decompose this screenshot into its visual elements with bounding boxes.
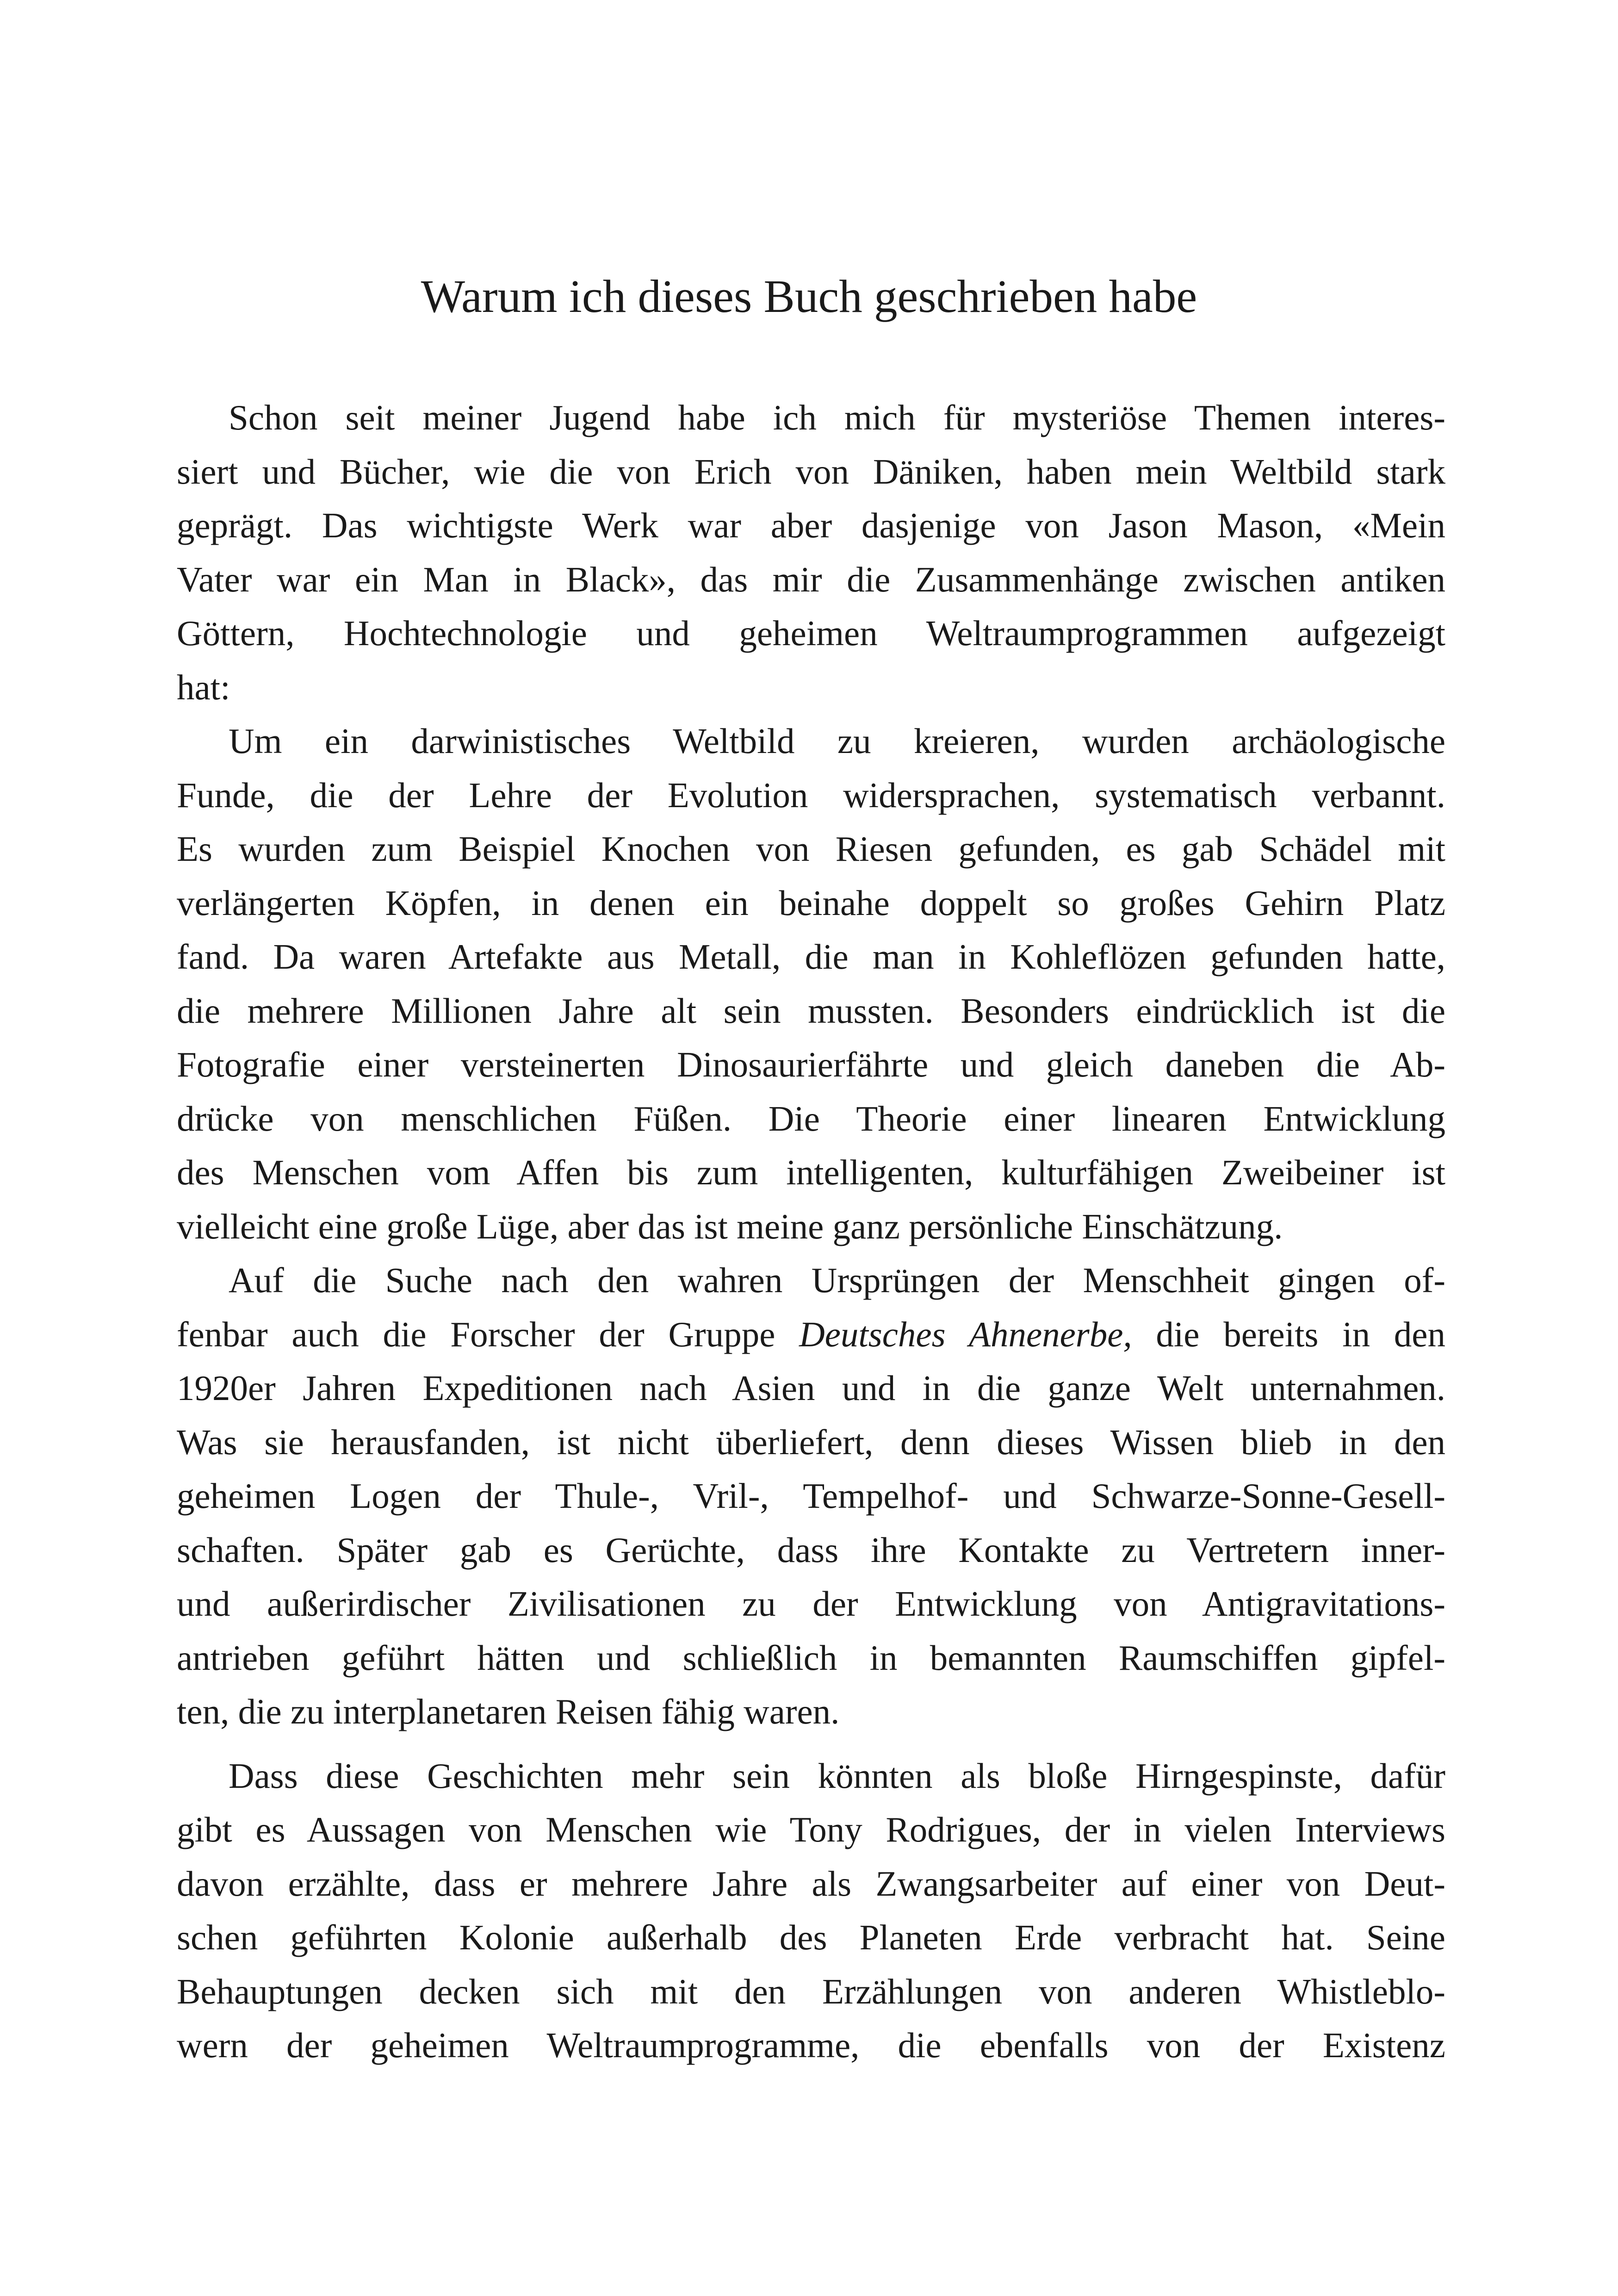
paragraph-3	[177, 1253, 1445, 1739]
italic-group-name: Deutsches Ahnenerbe,	[799, 1314, 1132, 1354]
text-line: ten, die zu interplanetaren Reisen fähig waren.	[177, 1692, 840, 1731]
text-line: schaften. Später gab es Gerüchte, dass ihre Kontakte zu Vertretern inner-	[177, 1530, 1445, 1570]
text-line: die mehrere Millionen Jahre alt sein mussten. Besonders eindrücklich ist die	[177, 990, 1445, 1031]
text-line: Funde, die der Lehre der Evolution widersprachen, systematisch verbannt.	[177, 775, 1445, 815]
text-line: Fotografie einer versteinerten Dinosaurierfährte und gleich daneben die Ab-	[177, 1045, 1445, 1084]
text-line: hat:	[177, 667, 230, 707]
text-line-with-italic	[177, 1307, 1445, 1362]
text-segment: fenbar auch die Forscher der Gruppe	[177, 1314, 800, 1354]
text-line: antrieben geführt hätten und schließlich in bemannten Raumschiffen gipfel-	[177, 1637, 1445, 1678]
text-line: wern der geheimen Weltraumprogramme, die ebenfalls von der Existenz	[177, 2025, 1445, 2065]
text-line: geprägt. Das wichtigste Werk war aber dasjenige von Jason Mason, «Mein	[177, 505, 1445, 545]
paragraph-2	[177, 714, 1445, 1253]
text-line: schen geführten Kolonie außerhalb des Planeten Erde verbracht hat. Seine	[177, 1917, 1445, 1957]
text-line: Um ein darwinistisches Weltbild zu kreieren, wurden archäologische	[229, 721, 1445, 761]
text-line: fand. Da waren Artefakte aus Metall, die man in Kohleflözen gefunden hatte,	[177, 937, 1445, 977]
text-line: Es wurden zum Beispiel Knochen von Riesen gefunden, es gab Schädel mit	[177, 829, 1445, 869]
text-line: drücke von menschlichen Füßen. Die Theorie einer linearen Entwicklung	[177, 1098, 1445, 1139]
text-line: Göttern, Hochtechnologie und geheimen Weltraumprogrammen aufgezeigt	[177, 613, 1445, 653]
body-text	[177, 391, 1445, 2072]
text-line: siert und Bücher, wie die von Erich von Däniken, haben mein Weltbild stark	[177, 451, 1445, 492]
text-line: Auf die Suche nach den wahren Ursprüngen der Menschheit gingen of-	[229, 1260, 1445, 1300]
text-line: und außerirdischer Zivilisationen zu der Entwicklung von Antigravitations-	[177, 1584, 1445, 1624]
text-line: Behauptungen decken sich mit den Erzählungen von anderen Whistleblo-	[177, 1971, 1445, 2011]
text-line: Schon seit meiner Jugend habe ich mich für mysteriöse Themen interes-	[229, 398, 1445, 437]
text-line: Vater war ein Man in Black», das mir die Zusammenhänge zwischen antiken	[177, 559, 1445, 599]
text-line: Dass diese Geschichten mehr sein könnten als bloße Hirngespinste, dafür	[229, 1755, 1445, 1796]
text-line: gibt es Aussagen von Menschen wie Tony Rodrigues, der in vielen Interviews	[177, 1810, 1445, 1849]
text-line: geheimen Logen der Thule-, Vril-, Tempelhof- und Schwarze-Sonne-Gesell-	[177, 1476, 1445, 1516]
chapter-title: Warum ich dieses Buch geschrieben habe	[421, 270, 1197, 322]
text-line: 1920er Jahren Expeditionen nach Asien und in die ganze Welt unternahmen.	[177, 1368, 1445, 1408]
text-line: Was sie herausfanden, ist nicht überliefert, denn dieses Wissen blieb in den	[177, 1422, 1445, 1462]
text-line: davon erzählte, dass er mehrere Jahre als Zwangsarbeiter auf einer von Deut-	[177, 1863, 1445, 1904]
text-segment: die bereits in den	[1132, 1314, 1445, 1354]
text-line: vielleicht eine große Lüge, aber das ist meine ganz persönliche Einschätzung.	[177, 1206, 1283, 1246]
paragraph-4	[177, 1749, 1445, 2072]
text-line: verlängerten Köpfen, in denen ein beinahe doppelt so großes Gehirn Platz	[177, 883, 1445, 923]
paragraph-1	[177, 391, 1445, 714]
text-line: des Menschen vom Affen bis zum intelligenten, kulturfähigen Zweibeiner ist	[177, 1152, 1445, 1192]
